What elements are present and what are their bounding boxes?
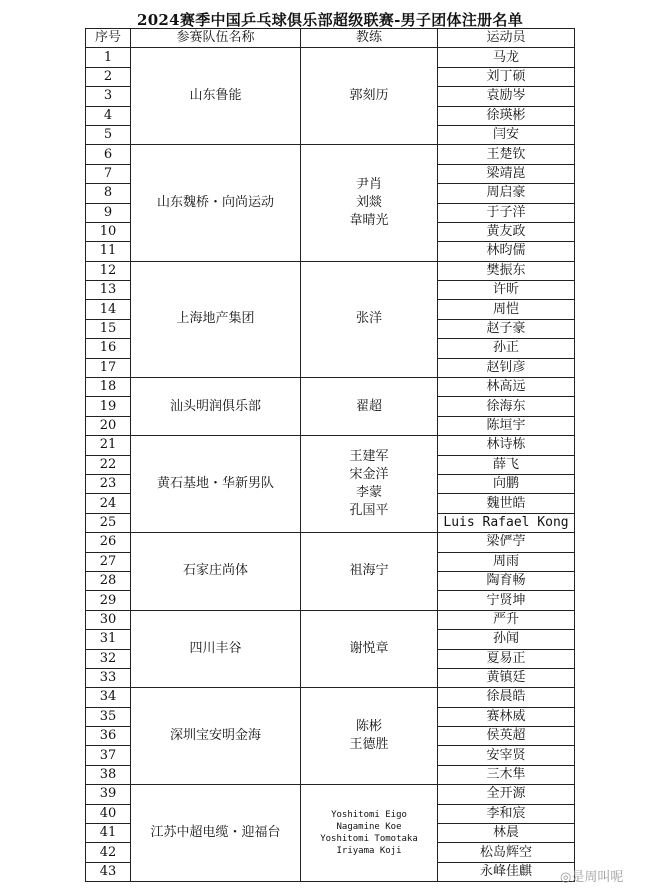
player-name: 林昀儒 xyxy=(438,242,575,261)
player-name: 永峰佳麒 xyxy=(438,862,575,881)
team-name: 石家庄尚体 xyxy=(131,533,301,611)
player-name: 徐晨皓 xyxy=(438,688,575,707)
row-number: 10 xyxy=(86,222,131,241)
coach-cell xyxy=(301,785,438,882)
coach-cell xyxy=(301,610,438,688)
player-name: 宁贤坤 xyxy=(438,591,575,610)
row-number: 24 xyxy=(86,494,131,513)
team-name: 深圳宝安明金海 xyxy=(131,688,301,785)
row-number: 37 xyxy=(86,746,131,765)
row-number: 14 xyxy=(86,300,131,319)
team-name: 黄石基地・华新男队 xyxy=(131,436,301,533)
team-name: 四川丰谷 xyxy=(131,610,301,688)
header-coach: 教练 xyxy=(301,29,438,48)
row-number: 4 xyxy=(86,106,131,125)
row-number: 16 xyxy=(86,339,131,358)
header-row xyxy=(86,29,575,48)
row-number: 19 xyxy=(86,397,131,416)
coach-cell xyxy=(301,145,438,261)
row-number: 38 xyxy=(86,765,131,784)
header-player: 运动员 xyxy=(438,29,575,48)
header-team: 参赛队伍名称 xyxy=(131,29,301,48)
row-number: 6 xyxy=(86,145,131,164)
table-row xyxy=(86,533,575,552)
row-number: 36 xyxy=(86,727,131,746)
player-name: 马龙 xyxy=(438,48,575,67)
coach-name: 宋金洋 xyxy=(349,467,389,483)
coach-name: Iriyama Koji xyxy=(336,846,402,857)
row-number: 34 xyxy=(86,688,131,707)
coach-name: 翟超 xyxy=(355,398,382,414)
coach-cell xyxy=(301,436,438,533)
coach-name: Yoshitomi Eigo xyxy=(331,810,407,821)
table-row xyxy=(86,688,575,707)
coach-name: 张洋 xyxy=(355,311,382,327)
player-name: 梁俨苧 xyxy=(438,533,575,552)
player-name: 于子洋 xyxy=(438,203,575,222)
row-number: 40 xyxy=(86,804,131,823)
row-number: 20 xyxy=(86,416,131,435)
coach-name: 郭刻历 xyxy=(349,88,389,104)
player-name: 袁励岑 xyxy=(438,87,575,106)
team-name: 山东鲁能 xyxy=(131,48,301,145)
row-number: 8 xyxy=(86,184,131,203)
player-name: 梁靖崑 xyxy=(438,164,575,183)
player-name: Luis Rafael Kong xyxy=(438,513,575,532)
coach-name: 王德胜 xyxy=(349,737,389,753)
row-number: 9 xyxy=(86,203,131,222)
coach-name: 谢悦章 xyxy=(349,641,389,656)
row-number: 41 xyxy=(86,824,131,843)
player-name: 严升 xyxy=(438,610,575,629)
table-row xyxy=(86,261,575,280)
row-number: 3 xyxy=(86,87,131,106)
player-name: 许昕 xyxy=(438,281,575,300)
row-number: 21 xyxy=(86,436,131,455)
player-name: 陈垣宇 xyxy=(438,416,575,435)
player-name: 向鹏 xyxy=(438,474,575,493)
player-name: 周雨 xyxy=(438,552,575,571)
row-number: 39 xyxy=(86,785,131,804)
coach-cell xyxy=(301,378,438,436)
player-name: 安宰贤 xyxy=(438,746,575,765)
player-name: 三木隼 xyxy=(438,765,575,784)
row-number: 11 xyxy=(86,242,131,261)
player-name: 夏易正 xyxy=(438,649,575,668)
row-number: 33 xyxy=(86,668,131,687)
row-number: 43 xyxy=(86,862,131,881)
player-name: 赛林威 xyxy=(438,707,575,726)
row-number: 5 xyxy=(86,125,131,144)
row-number: 22 xyxy=(86,455,131,474)
row-number: 32 xyxy=(86,649,131,668)
table-row xyxy=(86,610,575,629)
coach-cell xyxy=(301,261,438,377)
player-name: 刘丁硕 xyxy=(438,67,575,86)
team-name: 汕头明润俱乐部 xyxy=(131,378,301,436)
table-row xyxy=(86,436,575,455)
coach-cell xyxy=(301,48,438,145)
coach-name: 李蒙 xyxy=(355,485,382,501)
coach-name: 孔国平 xyxy=(349,503,389,519)
player-name: 松岛辉空 xyxy=(438,843,575,862)
page-title: 2024赛季中国乒乓球俱乐部超级联赛-男子团体注册名单 xyxy=(136,11,524,29)
row-number: 18 xyxy=(86,378,131,397)
row-number: 13 xyxy=(86,281,131,300)
row-number: 2 xyxy=(86,67,131,86)
player-name: 魏世皓 xyxy=(438,494,575,513)
row-number: 25 xyxy=(86,513,131,532)
player-name: 黄友政 xyxy=(438,222,575,241)
header-number: 序号 xyxy=(86,29,131,48)
table-row xyxy=(86,48,575,67)
row-number: 7 xyxy=(86,164,131,183)
player-name: 全开源 xyxy=(438,785,575,804)
player-name: 周启豪 xyxy=(438,184,575,203)
row-number: 12 xyxy=(86,261,131,280)
row-number: 26 xyxy=(86,533,131,552)
row-number: 35 xyxy=(86,707,131,726)
coach-name: Yoshitomi Tomotaka xyxy=(320,834,418,845)
player-name: 孙正 xyxy=(438,339,575,358)
player-name: 黄镇廷 xyxy=(438,668,575,687)
row-number: 27 xyxy=(86,552,131,571)
player-name: 徐瑛彬 xyxy=(438,106,575,125)
roster-table xyxy=(85,28,575,882)
coach-name: 韋晴光 xyxy=(349,213,389,229)
team-name: 山东魏桥・向尚运动 xyxy=(131,145,301,261)
coach-name: 刘燚 xyxy=(355,195,382,211)
coach-name: 陈彬 xyxy=(355,719,382,735)
player-name: 薛飞 xyxy=(438,455,575,474)
row-number: 15 xyxy=(86,319,131,338)
row-number: 29 xyxy=(86,591,131,610)
coach-name: 尹肖 xyxy=(355,177,382,193)
player-name: 林晨 xyxy=(438,824,575,843)
row-number: 42 xyxy=(86,843,131,862)
table-row xyxy=(86,378,575,397)
coach-cell xyxy=(301,533,438,611)
player-name: 林诗栋 xyxy=(438,436,575,455)
row-number: 23 xyxy=(86,474,131,493)
player-name: 王楚钦 xyxy=(438,145,575,164)
player-name: 林高远 xyxy=(438,378,575,397)
coach-cell xyxy=(301,688,438,785)
row-number: 31 xyxy=(86,630,131,649)
player-name: 侯英超 xyxy=(438,727,575,746)
team-name: 江苏中超电缆・迎福台 xyxy=(131,785,301,882)
roster-body xyxy=(86,48,575,882)
player-name: 徐海东 xyxy=(438,397,575,416)
player-name: 闫安 xyxy=(438,125,575,144)
player-name: 孙闻 xyxy=(438,630,575,649)
player-name: 樊振东 xyxy=(438,261,575,280)
row-number: 17 xyxy=(86,358,131,377)
row-number: 28 xyxy=(86,571,131,590)
team-name: 上海地产集团 xyxy=(131,261,301,377)
player-name: 李和宸 xyxy=(438,804,575,823)
player-name: 周恺 xyxy=(438,300,575,319)
table-row xyxy=(86,785,575,804)
coach-name: Nagamine Koe xyxy=(336,822,402,833)
coach-name: 王建军 xyxy=(349,449,389,465)
player-name: 赵钊彦 xyxy=(438,358,575,377)
row-number: 1 xyxy=(86,48,131,67)
watermark: ◎是周叫呢 xyxy=(560,870,624,885)
coach-name: 祖海宁 xyxy=(349,563,389,579)
table-row xyxy=(86,145,575,164)
player-name: 陶育畅 xyxy=(438,571,575,590)
player-name: 赵子豪 xyxy=(438,319,575,338)
row-number: 30 xyxy=(86,610,131,629)
